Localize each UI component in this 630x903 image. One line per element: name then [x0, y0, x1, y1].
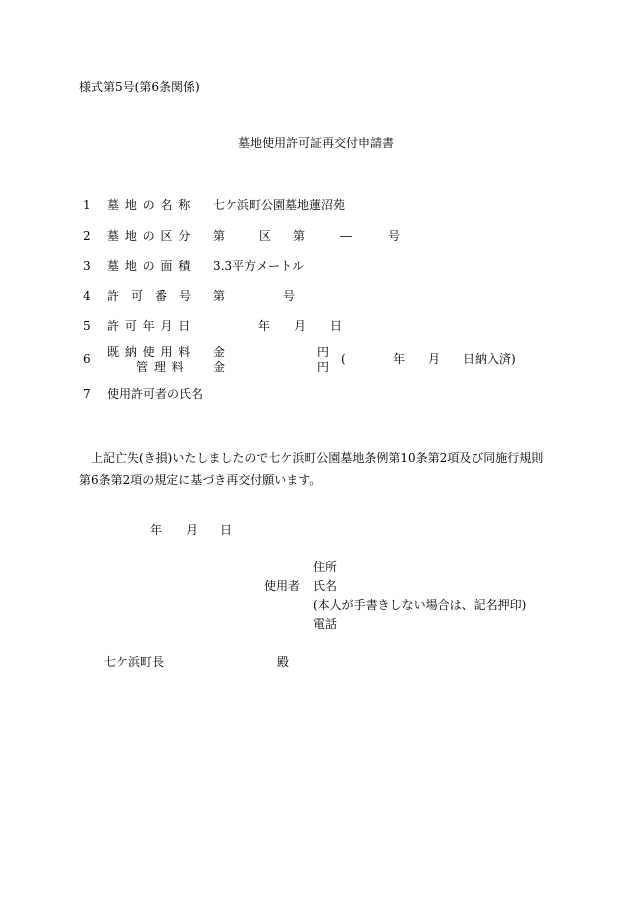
permit-dai: 第 [213, 289, 226, 303]
item-3-number: 3 [83, 259, 91, 273]
section-dai-1: 第 [213, 229, 226, 243]
date-month: 月 [186, 523, 199, 537]
item-5-label: 許 可 年 月 日 [107, 319, 192, 333]
area-value: 3.3平方メートル [213, 259, 305, 273]
item-2-label: 墓 地 の 区 分 [107, 229, 192, 243]
item-3-label: 墓 地 の 面 積 [107, 259, 192, 273]
user-label: 使用者 [264, 579, 301, 593]
item-5-number: 5 [83, 319, 91, 333]
item-6-number: 6 [83, 352, 91, 366]
fee-paid-en: 円 [317, 345, 330, 359]
date-day: 日 [220, 523, 233, 537]
item-4-number: 4 [83, 289, 91, 303]
management-fee-label: 管 理 料 [136, 360, 185, 374]
addressee: 七ケ浜町長 [104, 655, 165, 669]
request-statement: 上記亡失(き損)いたしましたので七ケ浜町公園墓地条例第10条第2項及び同施行規則第6条第2項の規定に基づき再交付願います。 [79, 451, 544, 487]
address-label: 住所 [313, 560, 338, 574]
seal-note: (本人が手書きしない場合は、記名押印) [313, 598, 527, 612]
item-2-number: 2 [83, 229, 91, 243]
section-dai-2: 第 [293, 229, 306, 243]
paid-year: 年 [393, 352, 406, 366]
form-number: 様式第5号(第6条関係) [79, 80, 200, 94]
fee-paid-kin: 金 [213, 345, 226, 359]
section-go: 号 [388, 229, 401, 243]
management-fee-kin: 金 [213, 360, 226, 374]
permit-day: 日 [330, 319, 343, 333]
permit-go: 号 [283, 289, 296, 303]
cemetery-name-value: 七ケ浜町公園墓地蓮沼苑 [213, 198, 346, 212]
paid-day-note: 日納入済) [463, 352, 516, 366]
section-ku: 区 [259, 229, 272, 243]
management-fee-en: 円 [317, 360, 330, 374]
item-7-number: 7 [83, 387, 91, 401]
section-dash: ― [340, 229, 352, 243]
permit-month: 月 [294, 319, 307, 333]
name-label: 氏名 [313, 579, 338, 593]
paid-month: 月 [428, 352, 441, 366]
permit-year: 年 [258, 319, 271, 333]
item-7-label: 使用許可者の氏名 [107, 387, 204, 401]
honorific: 殿 [277, 655, 290, 669]
item-1-number: 1 [83, 198, 91, 212]
item-4-label: 許 可 番 号 [107, 289, 192, 303]
date-year: 年 [150, 523, 163, 537]
paid-paren-open: ( [341, 352, 346, 366]
phone-label: 電話 [313, 617, 338, 631]
fee-paid-label: 既 納 使 用 料 [107, 345, 192, 359]
item-1-label: 墓 地 の 名 称 [107, 198, 192, 212]
document-title: 墓地使用許可証再交付申請書 [238, 136, 395, 150]
